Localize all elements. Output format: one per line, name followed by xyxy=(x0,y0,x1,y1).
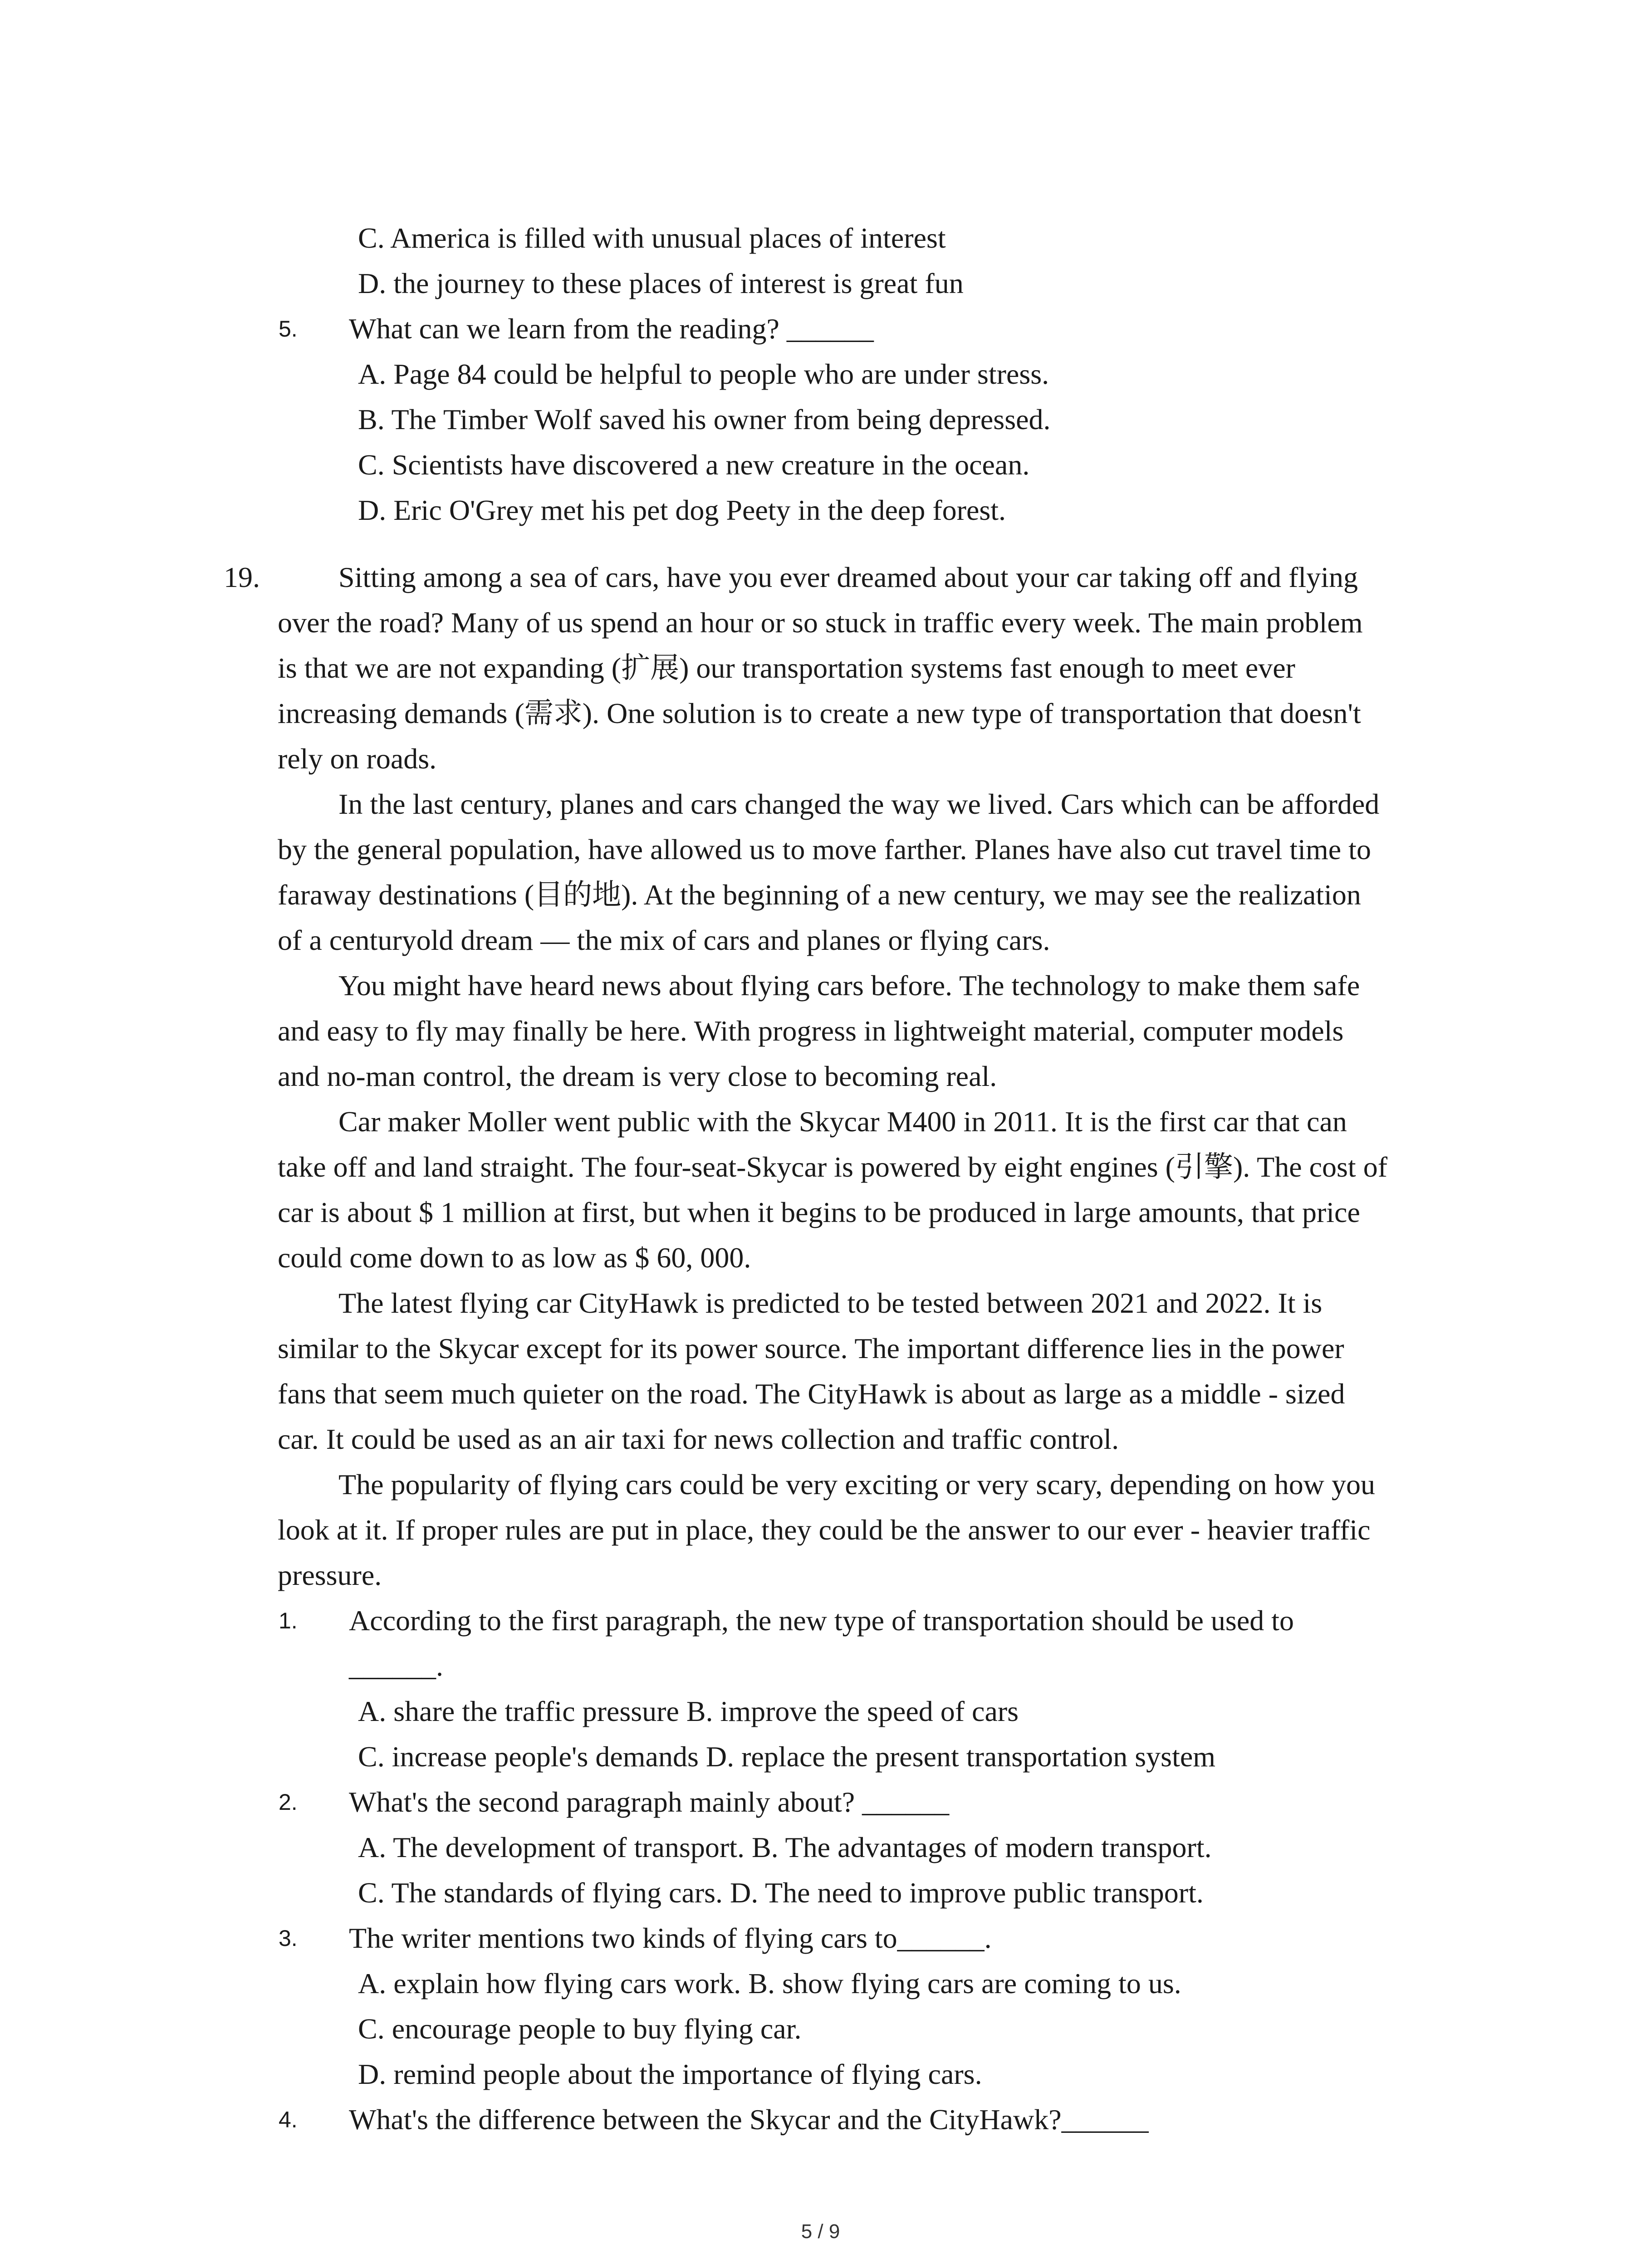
passage-line: over the road? Many of us spend an hour or so stuck in traffic every week. The main problem xyxy=(278,606,1363,639)
passage-line: faraway destinations (目的地). At the beginning of a new century, we may see the realization xyxy=(278,879,1361,911)
option-b: B. The Timber Wolf saved his owner from being depressed. xyxy=(358,403,1051,435)
passage-line: increasing demands (需求). One solution is to create a new type of transportation that doesn't xyxy=(278,697,1361,729)
passage-line: The latest flying car CityHawk is predicted to be tested between 2021 and 2022. It is xyxy=(338,1287,1323,1319)
passage-line: fans that seem much quieter on the road. The CityHawk is about as large as a middle - sized xyxy=(278,1378,1345,1410)
question-text: What can we learn from the reading? ______ xyxy=(349,313,874,345)
option-row: C. increase people's demands D. replace the present transportation system xyxy=(358,1740,1216,1773)
passage-line: You might have heard news about flying cars before. The technology to make them safe xyxy=(338,969,1360,1002)
question-number: 3. xyxy=(279,1926,298,1951)
option-d: D. Eric O'Grey met his pet dog Peety in the deep forest. xyxy=(358,494,1006,526)
question-text: What's the second paragraph mainly about? ______ xyxy=(349,1786,950,1818)
option-c: C. America is filled with unusual places of interest xyxy=(358,222,946,254)
option-d: D. the journey to these places of interest is great fun xyxy=(358,267,964,299)
passage-number: 19. xyxy=(224,561,260,593)
passage-line: car. It could be used as an air taxi for news collection and traffic control. xyxy=(278,1423,1119,1455)
option-c: C. Scientists have discovered a new creature in the ocean. xyxy=(358,449,1030,481)
passage-line: and no-man control, the dream is very close to becoming real. xyxy=(278,1060,997,1092)
option-row: C. The standards of flying cars. D. The need to improve public transport. xyxy=(358,1877,1204,1909)
passage-line: The popularity of flying cars could be very exciting or very scary, depending on how you xyxy=(338,1468,1375,1501)
passage-line: could come down to as low as $ 60, 000. xyxy=(278,1242,751,1274)
passage-line: In the last century, planes and cars changed the way we lived. Cars which can be afforded xyxy=(338,788,1380,820)
passage-line: similar to the Skycar except for its power source. The important difference lies in the power xyxy=(278,1332,1344,1364)
option-row: A. The development of transport. B. The advantages of modern transport. xyxy=(358,1831,1212,1863)
passage-line: Car maker Moller went public with the Skycar M400 in 2011. It is the first car that can xyxy=(338,1105,1347,1138)
passage-line: of a centuryold dream — the mix of cars and planes or flying cars. xyxy=(278,924,1050,956)
question-text: What's the difference between the Skycar and the CityHawk?______ xyxy=(349,2103,1149,2136)
option-row: A. explain how flying cars work. B. show flying cars are coming to us. xyxy=(358,1967,1181,1999)
page-number: 5 / 9 xyxy=(801,2220,840,2243)
passage-line: by the general population, have allowed us to move farther. Planes have also cut travel time to xyxy=(278,833,1371,865)
question-number: 2. xyxy=(279,1789,298,1815)
option-d: D. remind people about the importance of flying cars. xyxy=(358,2058,982,2090)
passage-line: car is about $ 1 million at first, but when it begins to be produced in large amounts, that price xyxy=(278,1196,1360,1228)
passage-line: Sitting among a sea of cars, have you ever dreamed about your car taking off and flying xyxy=(338,561,1358,593)
question-number: 4. xyxy=(279,2107,298,2132)
question-blank: ______. xyxy=(349,1650,443,1682)
question-number: 5. xyxy=(279,316,298,342)
passage-line: take off and land straight. The four-seat-Skycar is powered by eight engines (引擎). The cost of xyxy=(278,1151,1388,1183)
question-text: According to the first paragraph, the new type of transportation should be used to xyxy=(349,1604,1294,1637)
passage-line: is that we are not expanding (扩展) our transportation systems fast enough to meet ever xyxy=(278,652,1295,684)
passage-line: rely on roads. xyxy=(278,743,437,775)
option-c: C. encourage people to buy flying car. xyxy=(358,2013,802,2045)
question-text: The writer mentions two kinds of flying cars to______. xyxy=(349,1922,992,1954)
passage-line: and easy to fly may finally be here. With progress in lightweight material, computer models xyxy=(278,1015,1344,1047)
question-number: 1. xyxy=(279,1608,298,1633)
option-row: A. share the traffic pressure B. improve the speed of cars xyxy=(358,1695,1019,1727)
passage-line: look at it. If proper rules are put in place, they could be the answer to our ever - heavier traffic xyxy=(278,1514,1371,1546)
option-a: A. Page 84 could be helpful to people who are under stress. xyxy=(358,358,1049,390)
passage-line: pressure. xyxy=(278,1559,382,1591)
